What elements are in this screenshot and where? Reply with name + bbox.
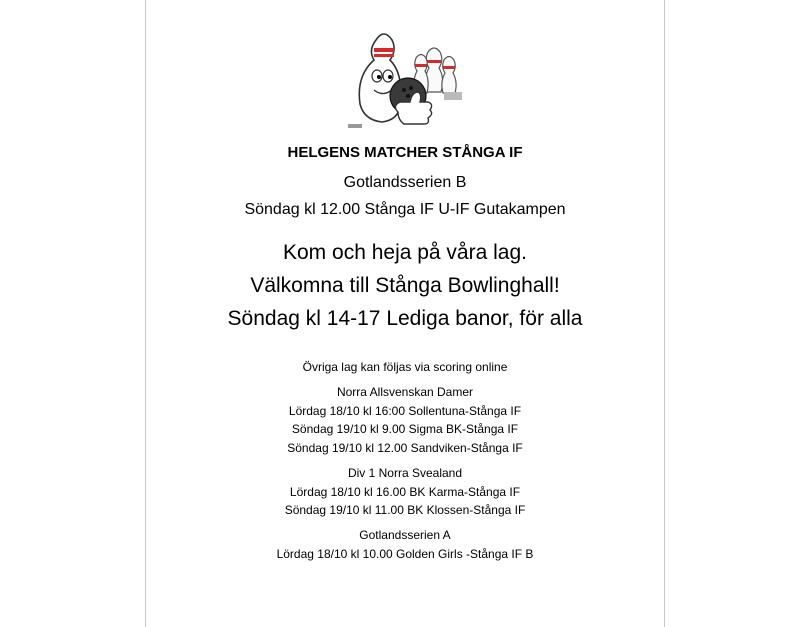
page-title: HELGENS MATCHER STÅNGA IF [287, 144, 523, 161]
match-line: Söndag 19/10 kl 12.00 Sandviken-Stånga IF [287, 441, 523, 455]
match-line: Söndag 19/10 kl 9.00 Sigma BK-Stånga IF [291, 422, 519, 436]
promo-line-2: Välkomna till Stånga Bowlinghall! [250, 274, 560, 297]
section-heading: Div 1 Norra Svealand [347, 466, 463, 480]
watermark-badge [348, 124, 362, 128]
scoring-note: Övriga lag kan följas via scoring online [302, 360, 508, 374]
series-b-match: Söndag kl 12.00 Stånga IF U-IF Gutakampen [244, 201, 566, 218]
document-page [145, 0, 665, 627]
section-heading: Norra Allsvenskan Damer [336, 385, 474, 399]
promo-line-1: Kom och heja på våra lag. [283, 241, 527, 264]
section-heading: Gotlandsserien A [359, 528, 451, 542]
match-line: Lördag 18/10 kl 16.00 BK Karma-Stånga IF [289, 485, 521, 499]
match-line: Söndag 19/10 kl 11.00 BK Klossen-Stånga IF [284, 503, 526, 517]
match-line: Lördag 18/10 kl 10.00 Golden Girls -Stånga IF B [276, 547, 534, 561]
watermark-badge [444, 92, 462, 100]
bowling-mascot-icon [346, 30, 466, 132]
match-line: Lördag 18/10 kl 16:00 Sollentuna-Stånga IF [288, 404, 522, 418]
series-b-heading: Gotlandsserien B [343, 174, 467, 191]
promo-line-3: Söndag kl 14-17 Lediga banor, för alla [227, 307, 583, 330]
